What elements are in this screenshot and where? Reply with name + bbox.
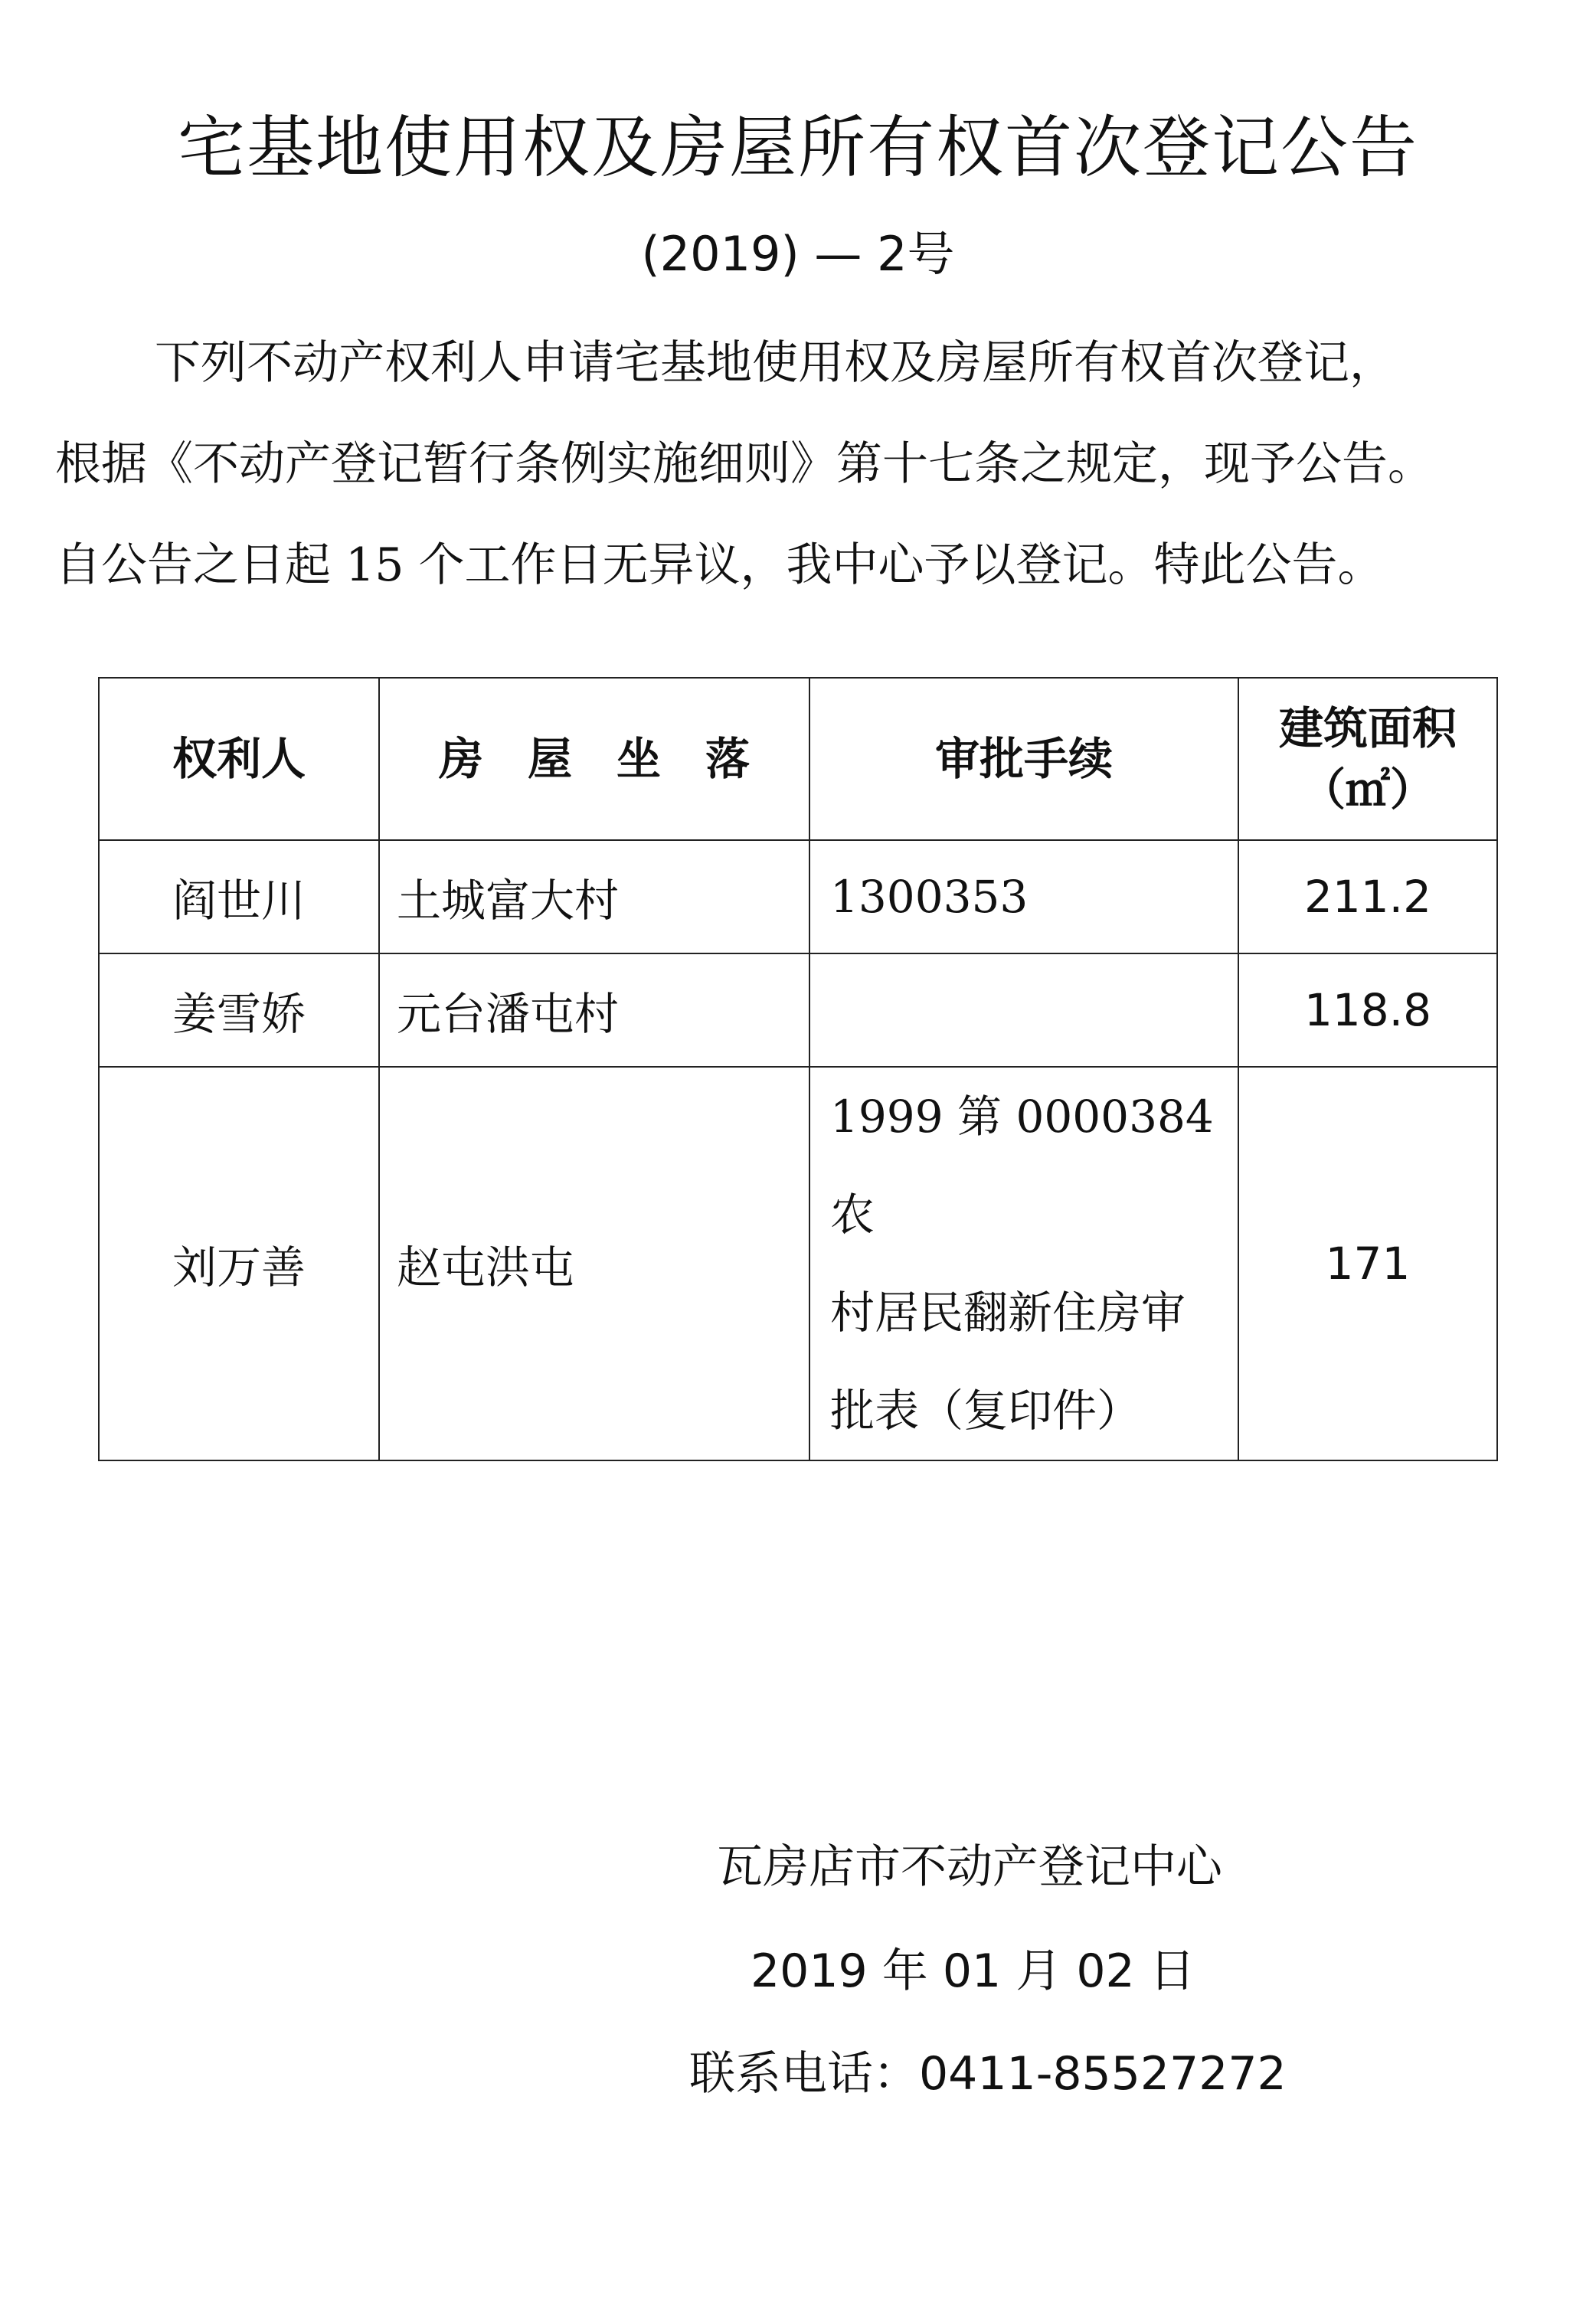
document-title: 宅基地使用权及房屋所有权首次登记公告 [177,108,1418,187]
cell-location: 土城富大村 [379,840,809,953]
approval-line-1: 1999 第 0000384 农 [830,1091,1214,1241]
cell-area: 211.2 [1238,840,1497,953]
cell-approval [809,1067,1238,1460]
cell-location: 赵屯洪屯 [379,1067,809,1460]
document-number: (2019) — 2号 [641,226,955,282]
paragraph-line-2: 根据《不动产登记暂行条例实施细则》第十七条之规定，现予公告。 [55,437,1434,491]
header-holder: 权利人 [99,678,379,840]
contact-phone: 联系电话：0411-85527272 [689,2047,1287,2101]
cell-approval: 1300353 [809,840,1238,953]
header-area [1238,678,1497,840]
table-header-row [99,678,1497,840]
issuing-organization: 瓦房店市不动产登记中心 [717,1840,1222,1894]
table-row [99,1067,1497,1460]
cell-area: 118.8 [1238,953,1497,1067]
cell-holder: 刘万善 [99,1067,379,1460]
approval-line-3: 批表（复印件） [830,1385,1142,1437]
paragraph-line-1: 下列不动产权利人申请宅基地使用权及房屋所有权首次登记， [155,336,1395,390]
header-location: 房 屋 坐 落 [379,678,809,840]
approval-line-2: 村居民翻新住房审 [830,1287,1186,1339]
paragraph-line-3: 自公告之日起 15 个工作日无异议，我中心予以登记。特此公告。 [55,538,1384,592]
header-area-line1: 建筑面积 [1278,702,1457,754]
cell-approval [809,953,1238,1067]
issue-date: 2019 年 01 月 02 日 [751,1944,1195,1998]
cell-holder: 阎世川 [99,840,379,953]
cell-location: 元台潘屯村 [379,953,809,1067]
header-approval: 审批手续 [809,678,1238,840]
cell-area: 171 [1238,1067,1497,1460]
header-area-line2: （㎡） [1300,764,1434,816]
cell-holder: 姜雪娇 [99,953,379,1067]
notice-paragraph [55,312,1556,616]
table-row [99,840,1497,953]
table-row [99,953,1497,1067]
registration-table [98,677,1498,1461]
